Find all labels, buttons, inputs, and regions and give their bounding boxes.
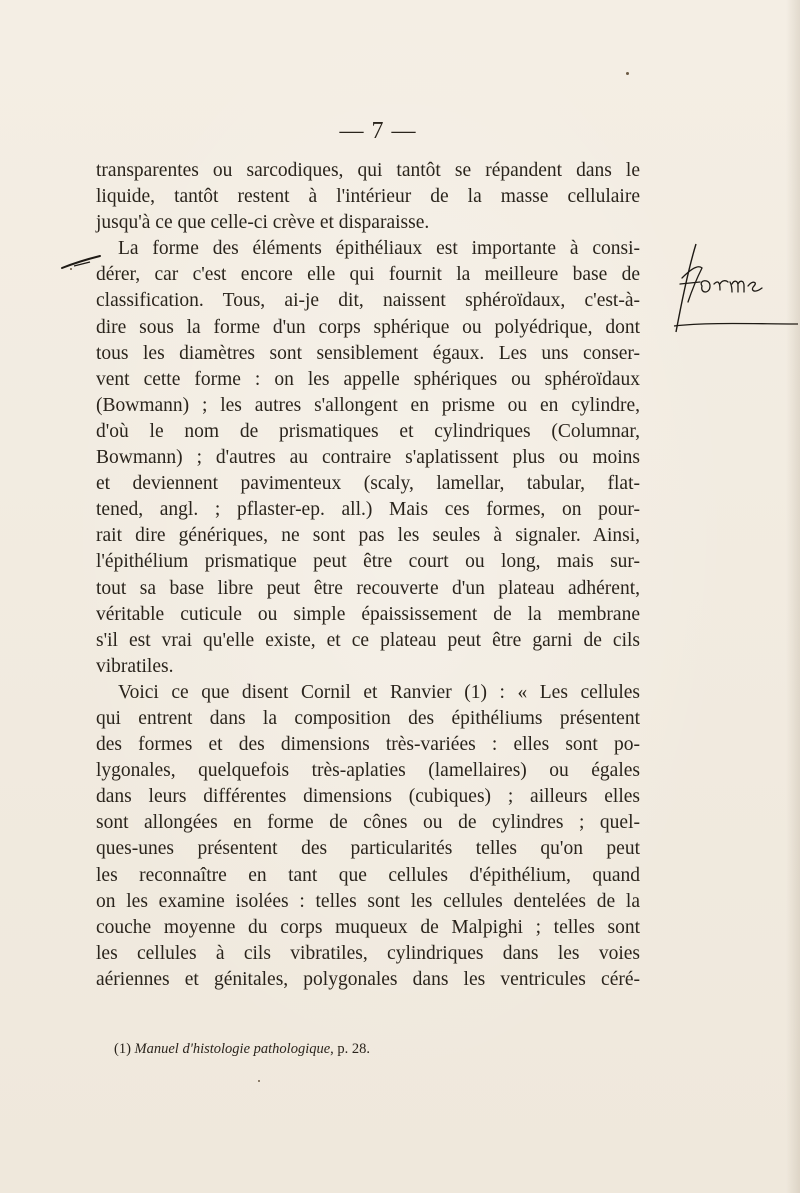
text-line: dire sous la forme d'un corps sphérique ou polyédrique, dont — [96, 316, 640, 338]
text-line: transparentes ou sarcodiques, qui tantôt se répandent dans le — [96, 160, 640, 181]
paper-speck — [626, 72, 629, 75]
text-line: tened, angl. ; pflaster-ep. all.) Mais ces formes, on pour- — [96, 499, 640, 521]
text-line: couche moyenne du corps muqueux de Malpighi ; telles sont — [96, 916, 640, 938]
text-line: les cellules à cils vibratiles, cylindriques dans les voies — [96, 942, 640, 964]
text-line: les reconnaître en tant que cellules d'épithélium, quand — [96, 864, 640, 886]
text-line: l'épithélium prismatique peut être court ou long, mais sur- — [96, 551, 640, 573]
text-line: classification. Tous, ai-je dit, naissent sphéroïdaux, c'est-à- — [96, 290, 640, 312]
text-line: vibratiles. — [96, 655, 174, 677]
page-edge-shadow — [786, 0, 800, 1193]
text-line: dans leurs différentes dimensions (cubiques) ; ailleurs elles — [96, 786, 640, 808]
footnote-title: Manuel d'histologie pathologique — [134, 1041, 331, 1057]
text-line: (Bowmann) ; les autres s'allongent en prisme ou en cylindre, — [96, 394, 640, 416]
text-line: on les examine isolées : telles sont les cellules dentelées de la — [96, 890, 640, 912]
text-line: d'où le nom de prismatiques et cylindriques (Columnar, — [96, 420, 640, 442]
footnote-marker: (1) — [114, 1041, 131, 1057]
text-line: des formes et des dimensions très-variées : elles sont po- — [96, 734, 640, 756]
text-line: véritable cuticule ou simple épaississement de la membrane — [96, 603, 640, 625]
text-line: liquide, tantôt restent à l'intérieur de la masse cellulaire — [96, 186, 640, 208]
handwritten-margin-note — [668, 240, 800, 340]
body-text — [96, 158, 640, 993]
text-line: dérer, car c'est encore elle qui fournit la meilleure base de — [96, 264, 640, 286]
text-line: rait dire génériques, ne sont pas les seules à signaler. Ainsi, — [96, 525, 640, 547]
text-line: s'il est vrai qu'elle existe, et ce plateau peut être garni de cils — [96, 629, 640, 651]
handwritten-insertion-mark — [60, 254, 102, 272]
text-line: Bowmann) ; d'autres au contraire s'aplatissent plus ou moins — [96, 447, 640, 469]
text-line: qui entrent dans la composition des épithéliums présentent — [96, 707, 640, 729]
page-number: — 7 — — [339, 118, 417, 144]
text-line: vent cette forme : on les appelle sphériques ou sphéroïdaux — [96, 368, 640, 390]
paper-speck — [258, 1080, 260, 1082]
text-line: tous les diamètres sont sensiblement égaux. Les uns conser- — [96, 342, 640, 364]
text-line: ques-unes présentent des particularités telles qu'on peut — [96, 838, 640, 860]
text-line: Voici ce que disent Cornil et Ranvier (1) : « Les cellules — [118, 681, 640, 703]
text-line: tout sa base libre peut être recouverte d'un plateau adhérent, — [96, 577, 640, 599]
footnote-page: , p. 28. — [330, 1041, 371, 1057]
text-line: sont allongées en forme de cônes ou de cylindres ; quel- — [96, 812, 640, 834]
footnote — [114, 1040, 370, 1058]
text-line: et deviennent pavimenteux (scaly, lamellar, tabular, flat- — [96, 473, 640, 495]
text-line: La forme des éléments épithéliaux est importante à consi- — [118, 238, 640, 260]
text-line: jusqu'à ce que celle-ci crève et disparaisse. — [96, 212, 430, 234]
paper-speck — [70, 268, 72, 270]
text-line: lygonales, quelquefois très-aplaties (lamellaires) ou égales — [96, 760, 640, 782]
text-line: aériennes et génitales, polygonales dans les ventricules céré- — [96, 968, 640, 990]
